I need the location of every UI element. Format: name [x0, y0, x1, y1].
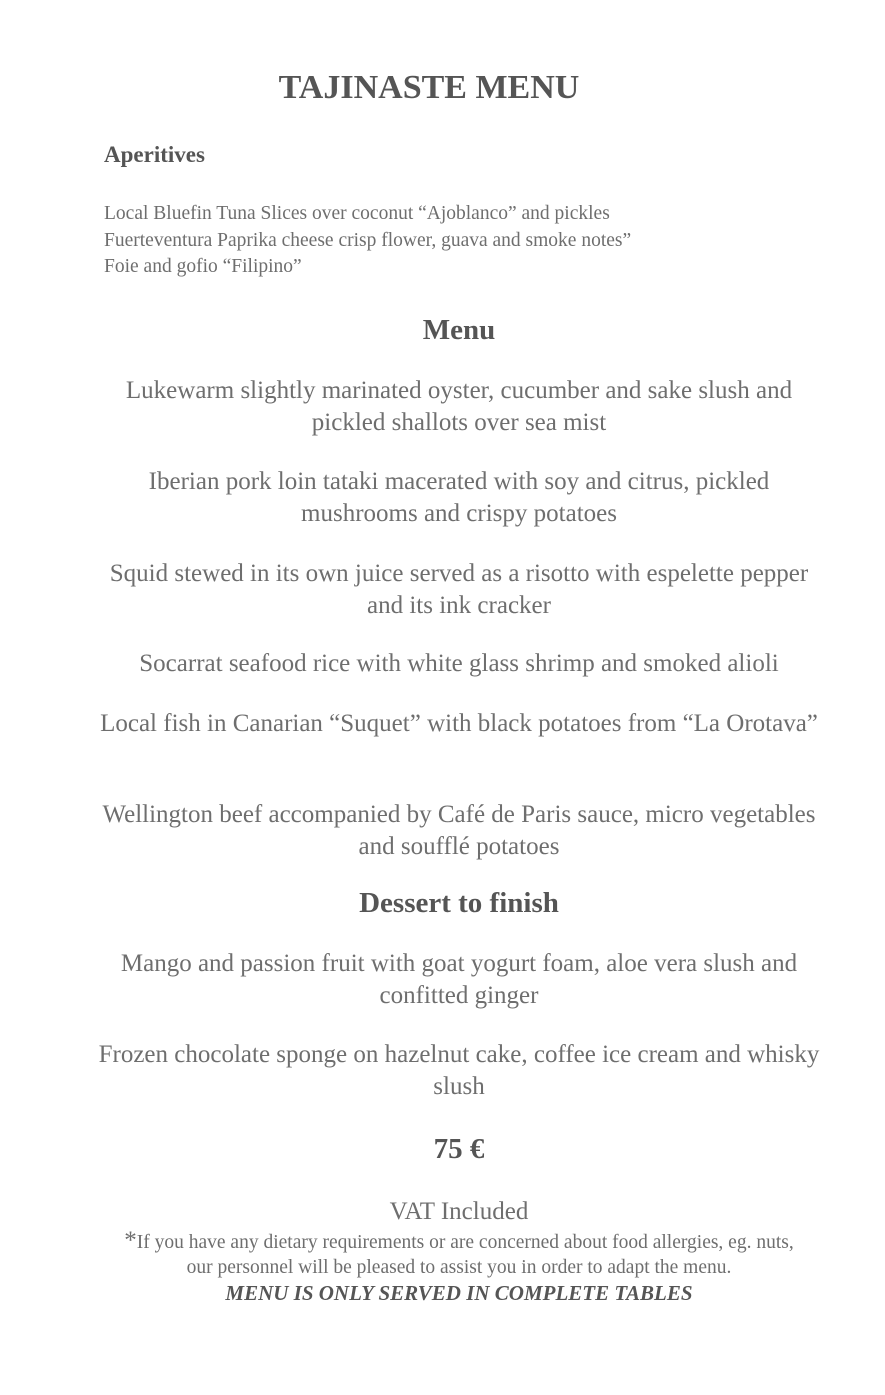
- menu-dish: Squid stewed in its own juice served as a risotto with espelette pepper and its ink cracker: [109, 560, 809, 619]
- menu-price: 75 €: [433, 1133, 485, 1165]
- aperitive-item: Fuerteventura Paprika cheese crisp flower, guava and smoke notes”: [104, 229, 632, 251]
- menu-dish: Iberian pork loin tataki macerated with soy and citrus, pickled mushrooms and crispy potatoes: [148, 468, 770, 527]
- aperitive-item: Foie and gofio “Filipino”: [104, 256, 302, 277]
- menu-heading: Menu: [422, 314, 496, 346]
- dessert-dish: Mango and passion fruit with goat yogurt foam, aloe vera slush and confitted ginger: [120, 950, 798, 1009]
- allergy-note-text: If you have any dietary requirements or are concerned about food allergies, eg. nuts, our personnel will be pleased to assist you in order to adapt the menu.: [136, 1232, 794, 1278]
- menu-dish: Socarrat seafood rice with white glass shrimp and smoked alioli: [139, 650, 779, 677]
- menu-title: TAJINASTE MENU: [278, 69, 580, 106]
- complete-tables-note: MENU IS ONLY SERVED IN COMPLETE TABLES: [225, 1281, 693, 1305]
- menu-dish: Local fish in Canarian “Suquet” with black potatoes from “La Orotava”: [100, 710, 818, 737]
- allergy-note: [110, 1228, 808, 1280]
- allergy-asterisk: *: [124, 1227, 137, 1254]
- aperitives-list: [104, 201, 824, 281]
- dessert-dish: Frozen chocolate sponge on hazelnut cake, coffee ice cream and whisky slush: [98, 1041, 820, 1100]
- dessert-heading: Dessert to finish: [359, 887, 559, 919]
- aperitive-item: Local Bluefin Tuna Slices over coconut “Ajoblanco” and pickles: [104, 203, 610, 224]
- aperitives-heading: Aperitives: [104, 142, 205, 167]
- menu-dish: Wellington beef accompanied by Café de Paris sauce, micro vegetables and soufflé potatoes: [102, 801, 816, 860]
- vat-note: VAT Included: [389, 1198, 529, 1225]
- menu-dish: Lukewarm slightly marinated oyster, cucumber and sake slush and pickled shallots over sea mist: [125, 377, 793, 436]
